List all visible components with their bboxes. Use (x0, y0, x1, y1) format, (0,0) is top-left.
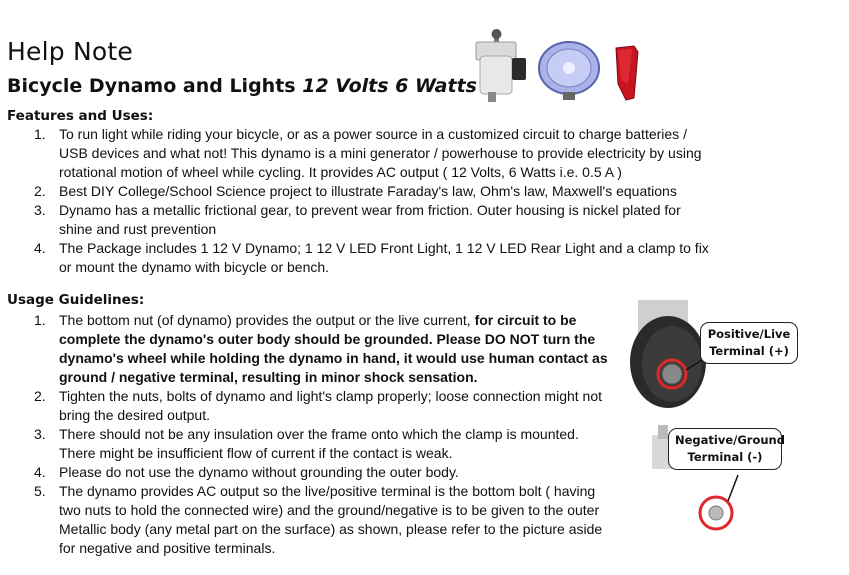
usage-list (7, 311, 615, 558)
list-item (7, 482, 615, 558)
item-text: There should not be any insulation over the frame onto which the clamp is mounted. There might be insufficient flow of current if the contact is weak. (59, 426, 579, 461)
item-text: Tighten the nuts, bolts of dynamo and light's clamp properly; loose connection might not bring the desired output. (59, 388, 603, 423)
list-item (7, 311, 615, 387)
item-text: The bottom nut (of dynamo) provides the output or the live current, (59, 312, 475, 328)
item-text: The Package includes 1 12 V Dynamo; 1 12 V LED Front Light, 1 12 V LED Rear Light and a clamp to fix or mount the dynamo with bicycle or bench. (59, 240, 709, 275)
item-number: 2. (34, 183, 46, 199)
usage-heading (7, 292, 144, 308)
item-number: 3. (34, 202, 46, 218)
usage-heading-colon: : (138, 292, 145, 308)
list-item (7, 182, 712, 201)
list-item (7, 425, 615, 463)
page-title: Help Note (7, 37, 133, 66)
item-number: 1. (34, 312, 46, 328)
item-number: 1. (34, 126, 46, 142)
negative-terminal-callout (668, 428, 785, 470)
front-light-photo (536, 38, 602, 102)
subtitle-main: Bicycle Dynamo and Lights (7, 75, 303, 97)
list-item (7, 387, 615, 425)
callout-line: Terminal (+) (709, 344, 789, 358)
item-number: 2. (34, 388, 46, 404)
list-item (7, 463, 615, 482)
usage-heading-text: Usage Guidelines (7, 292, 139, 308)
list-item (7, 125, 712, 182)
item-text: Dynamo has a metallic frictional gear, to prevent wear from friction. Outer housing is nickel plated for shine and rust prevention (59, 202, 681, 237)
dynamo-photo (468, 28, 534, 104)
product-subtitle (7, 75, 477, 97)
item-number: 3. (34, 426, 46, 442)
features-heading: Features and Uses: (7, 108, 154, 124)
rear-light-photo (612, 44, 640, 102)
item-text: Best DIY College/School Science project to illustrate Faraday's law, Ohm's law, Maxwell's equations (59, 183, 677, 199)
item-number: 4. (34, 240, 46, 256)
item-number: 5. (34, 483, 46, 499)
list-item (7, 239, 712, 277)
item-text: The dynamo provides AC output so the live/positive terminal is the bottom bolt ( having two nuts to hold the connected wire) and the ground/negative is to be given to the outer Metallic body (any metal part on the surface) as shown, please refer to the picture aside for negative and positive terminals. (59, 483, 603, 556)
item-warning-text: for circuit to be complete the dynamo's outer body should be grounded. Please DO NOT turn the dynamo's wheel while holding the dynamo in hand, it would use human contact as ground / negative terminal, resulting in minor shock sensation. (59, 312, 608, 385)
subtitle-spec: 12 Volts 6 Watts (302, 75, 477, 97)
positive-terminal-callout (700, 322, 798, 364)
callout-line: Positive/Live (707, 327, 791, 341)
features-list (7, 125, 712, 277)
item-text: To run light while riding your bicycle, or as a power source in a customized circuit to charge batteries / USB devices and what not! This dynamo is a mini generator / powerhouse to provide electricity by using rotational motion of wheel while cycling. It provides AC output ( 12 Volts, 6 Watts i.e. 0.5 A ) (59, 126, 702, 180)
callout-line: Negative/Ground (675, 433, 785, 447)
item-number: 4. (34, 464, 46, 480)
list-item (7, 201, 712, 239)
item-text: Please do not use the dynamo without grounding the outer body. (59, 464, 459, 480)
callout-line: Terminal (-) (687, 450, 763, 464)
